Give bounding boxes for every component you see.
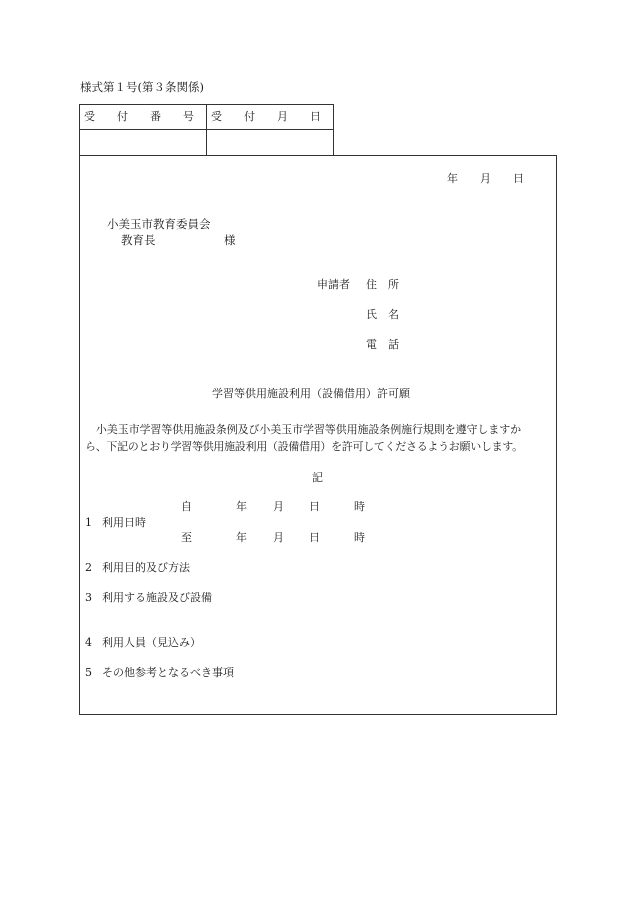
body-line-1: 小美玉市学習等供用施設条例及び小美玉市学習等供用施設条例施行規則を遵守しますか	[85, 423, 521, 436]
reception-date-field[interactable]	[207, 130, 332, 155]
item5-number: 5	[85, 666, 92, 679]
ki-label: 記	[312, 471, 323, 484]
applicant-address-field[interactable]	[405, 275, 545, 293]
addressee-title: 教育長	[121, 233, 156, 247]
item3-number: 3	[85, 591, 92, 604]
body-line-2: ら、下記のとおり学習等供用施設利用（設備借用）を許可してくださるようお願いします。	[85, 440, 523, 453]
item1-from-day: 日	[309, 500, 320, 513]
item1-to-day: 日	[309, 531, 320, 544]
item1-from-month: 月	[273, 500, 284, 513]
item2-number: 2	[85, 561, 92, 574]
applicant-address-label: 住 所	[366, 278, 399, 291]
applicant-name-field[interactable]	[405, 305, 545, 323]
applicant-phone-field[interactable]	[405, 335, 545, 353]
item1-from-year: 年	[236, 500, 247, 513]
form-id: 様式第１号(第３条関係)	[80, 80, 204, 94]
addressee-honorific: 様	[224, 233, 236, 247]
reception-date-label: 受 付 月 日	[211, 110, 321, 123]
item1-from-label: 自	[181, 500, 192, 513]
item1-to-label: 至	[181, 531, 192, 544]
applicant-name-label: 氏 名	[366, 308, 399, 321]
applicant-label: 申請者	[317, 278, 350, 291]
item1-label: 利用日時	[102, 516, 146, 529]
item3-label: 利用する施設及び設備	[102, 591, 212, 604]
item4-label: 利用人員（見込み）	[102, 636, 201, 649]
item1-from-hour: 時	[354, 500, 365, 513]
addressee-org: 小美玉市教育委員会	[107, 217, 211, 231]
document-title: 学習等供用施設利用（設備借用）許可願	[212, 387, 410, 400]
item2-label: 利用目的及び方法	[102, 561, 190, 574]
item1-to-month: 月	[273, 531, 284, 544]
applicant-phone-label: 電 話	[366, 338, 399, 351]
item5-label: その他参考となるべき事項	[102, 666, 234, 679]
reception-number-field[interactable]	[80, 130, 205, 155]
item4-number: 4	[85, 636, 92, 649]
item1-to-year: 年	[236, 531, 247, 544]
application-date: 年 月 日	[447, 172, 524, 185]
reception-number-label: 受 付 番 号	[84, 110, 194, 123]
item1-to-hour: 時	[354, 531, 365, 544]
item1-number: 1	[85, 516, 92, 529]
